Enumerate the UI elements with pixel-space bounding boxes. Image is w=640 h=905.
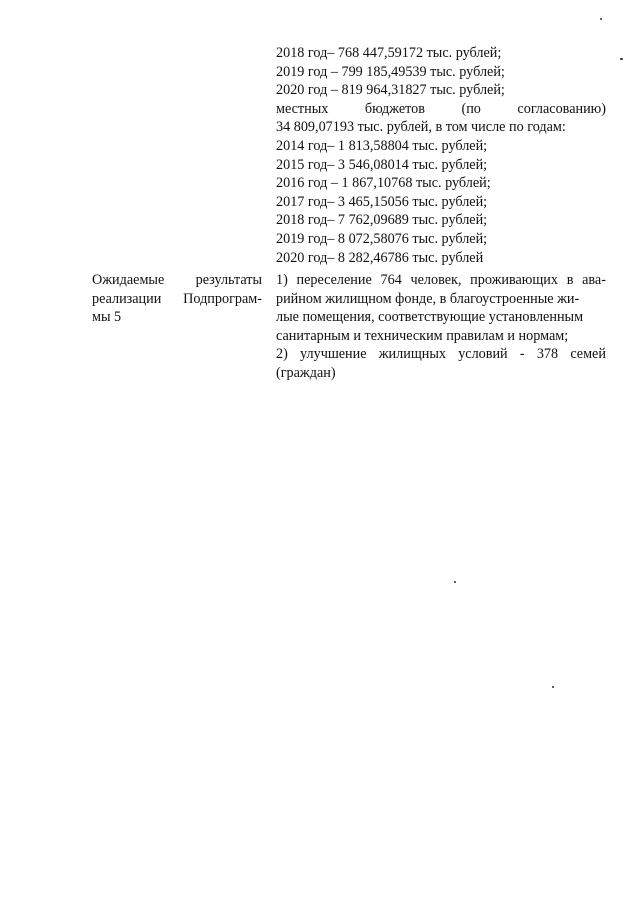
expected-results-text xyxy=(276,271,606,383)
year-line: 2019 год– 8 072,58076 тыс. рублей; xyxy=(276,230,488,247)
year-line: 2016 год – 1 867,10768 тыс. рублей; xyxy=(276,175,491,192)
year-line: 2017 год– 3 465,15056 тыс. рублей; xyxy=(276,193,488,210)
expected-results-label xyxy=(92,271,262,327)
year-line: 2020 год– 8 282,46786 тыс. рублей xyxy=(276,249,484,266)
year-line: 2018 год– 7 762,09689 тыс. рублей; xyxy=(276,212,488,229)
year-line: 2014 год– 1 813,58804 тыс. рублей; xyxy=(276,137,488,154)
scan-speck xyxy=(620,58,623,60)
result-line: лые помещения, соответствующие установленным xyxy=(276,309,584,326)
local-budgets-line: местных бюджетов (по согласованию) xyxy=(276,100,606,117)
label-line: реализации Подпрограм- xyxy=(92,290,262,307)
funding-line: 2018 год– 768 447,59172 тыс. рублей; xyxy=(276,45,502,61)
result-line: санитарным и техническим правилам и нормам; xyxy=(276,327,569,344)
funding-line: 2019 год – 799 185,49539 тыс. рублей; xyxy=(276,63,505,80)
result-line: рийном жилищном фонде, в благоустроенные жи- xyxy=(276,290,580,307)
local-budgets-total: 34 809,07193 тыс. рублей, в том числе по годам: xyxy=(276,119,566,136)
result-line: 1) переселение 764 человек, проживающих в ава- xyxy=(276,272,606,288)
scan-speck xyxy=(552,686,554,688)
scan-speck xyxy=(454,581,456,583)
funding-block xyxy=(276,44,606,267)
year-line: 2015 год– 3 546,08014 тыс. рублей; xyxy=(276,156,488,173)
result-line: (граждан) xyxy=(276,364,336,381)
funding-line: 2020 год – 819 964,31827 тыс. рублей; xyxy=(276,82,505,99)
result-line: 2) улучшение жилищных условий - 378 семей xyxy=(276,346,606,363)
label-line: мы 5 xyxy=(92,309,122,326)
label-line: Ожидаемые результаты xyxy=(92,272,262,288)
scan-speck xyxy=(600,18,602,20)
